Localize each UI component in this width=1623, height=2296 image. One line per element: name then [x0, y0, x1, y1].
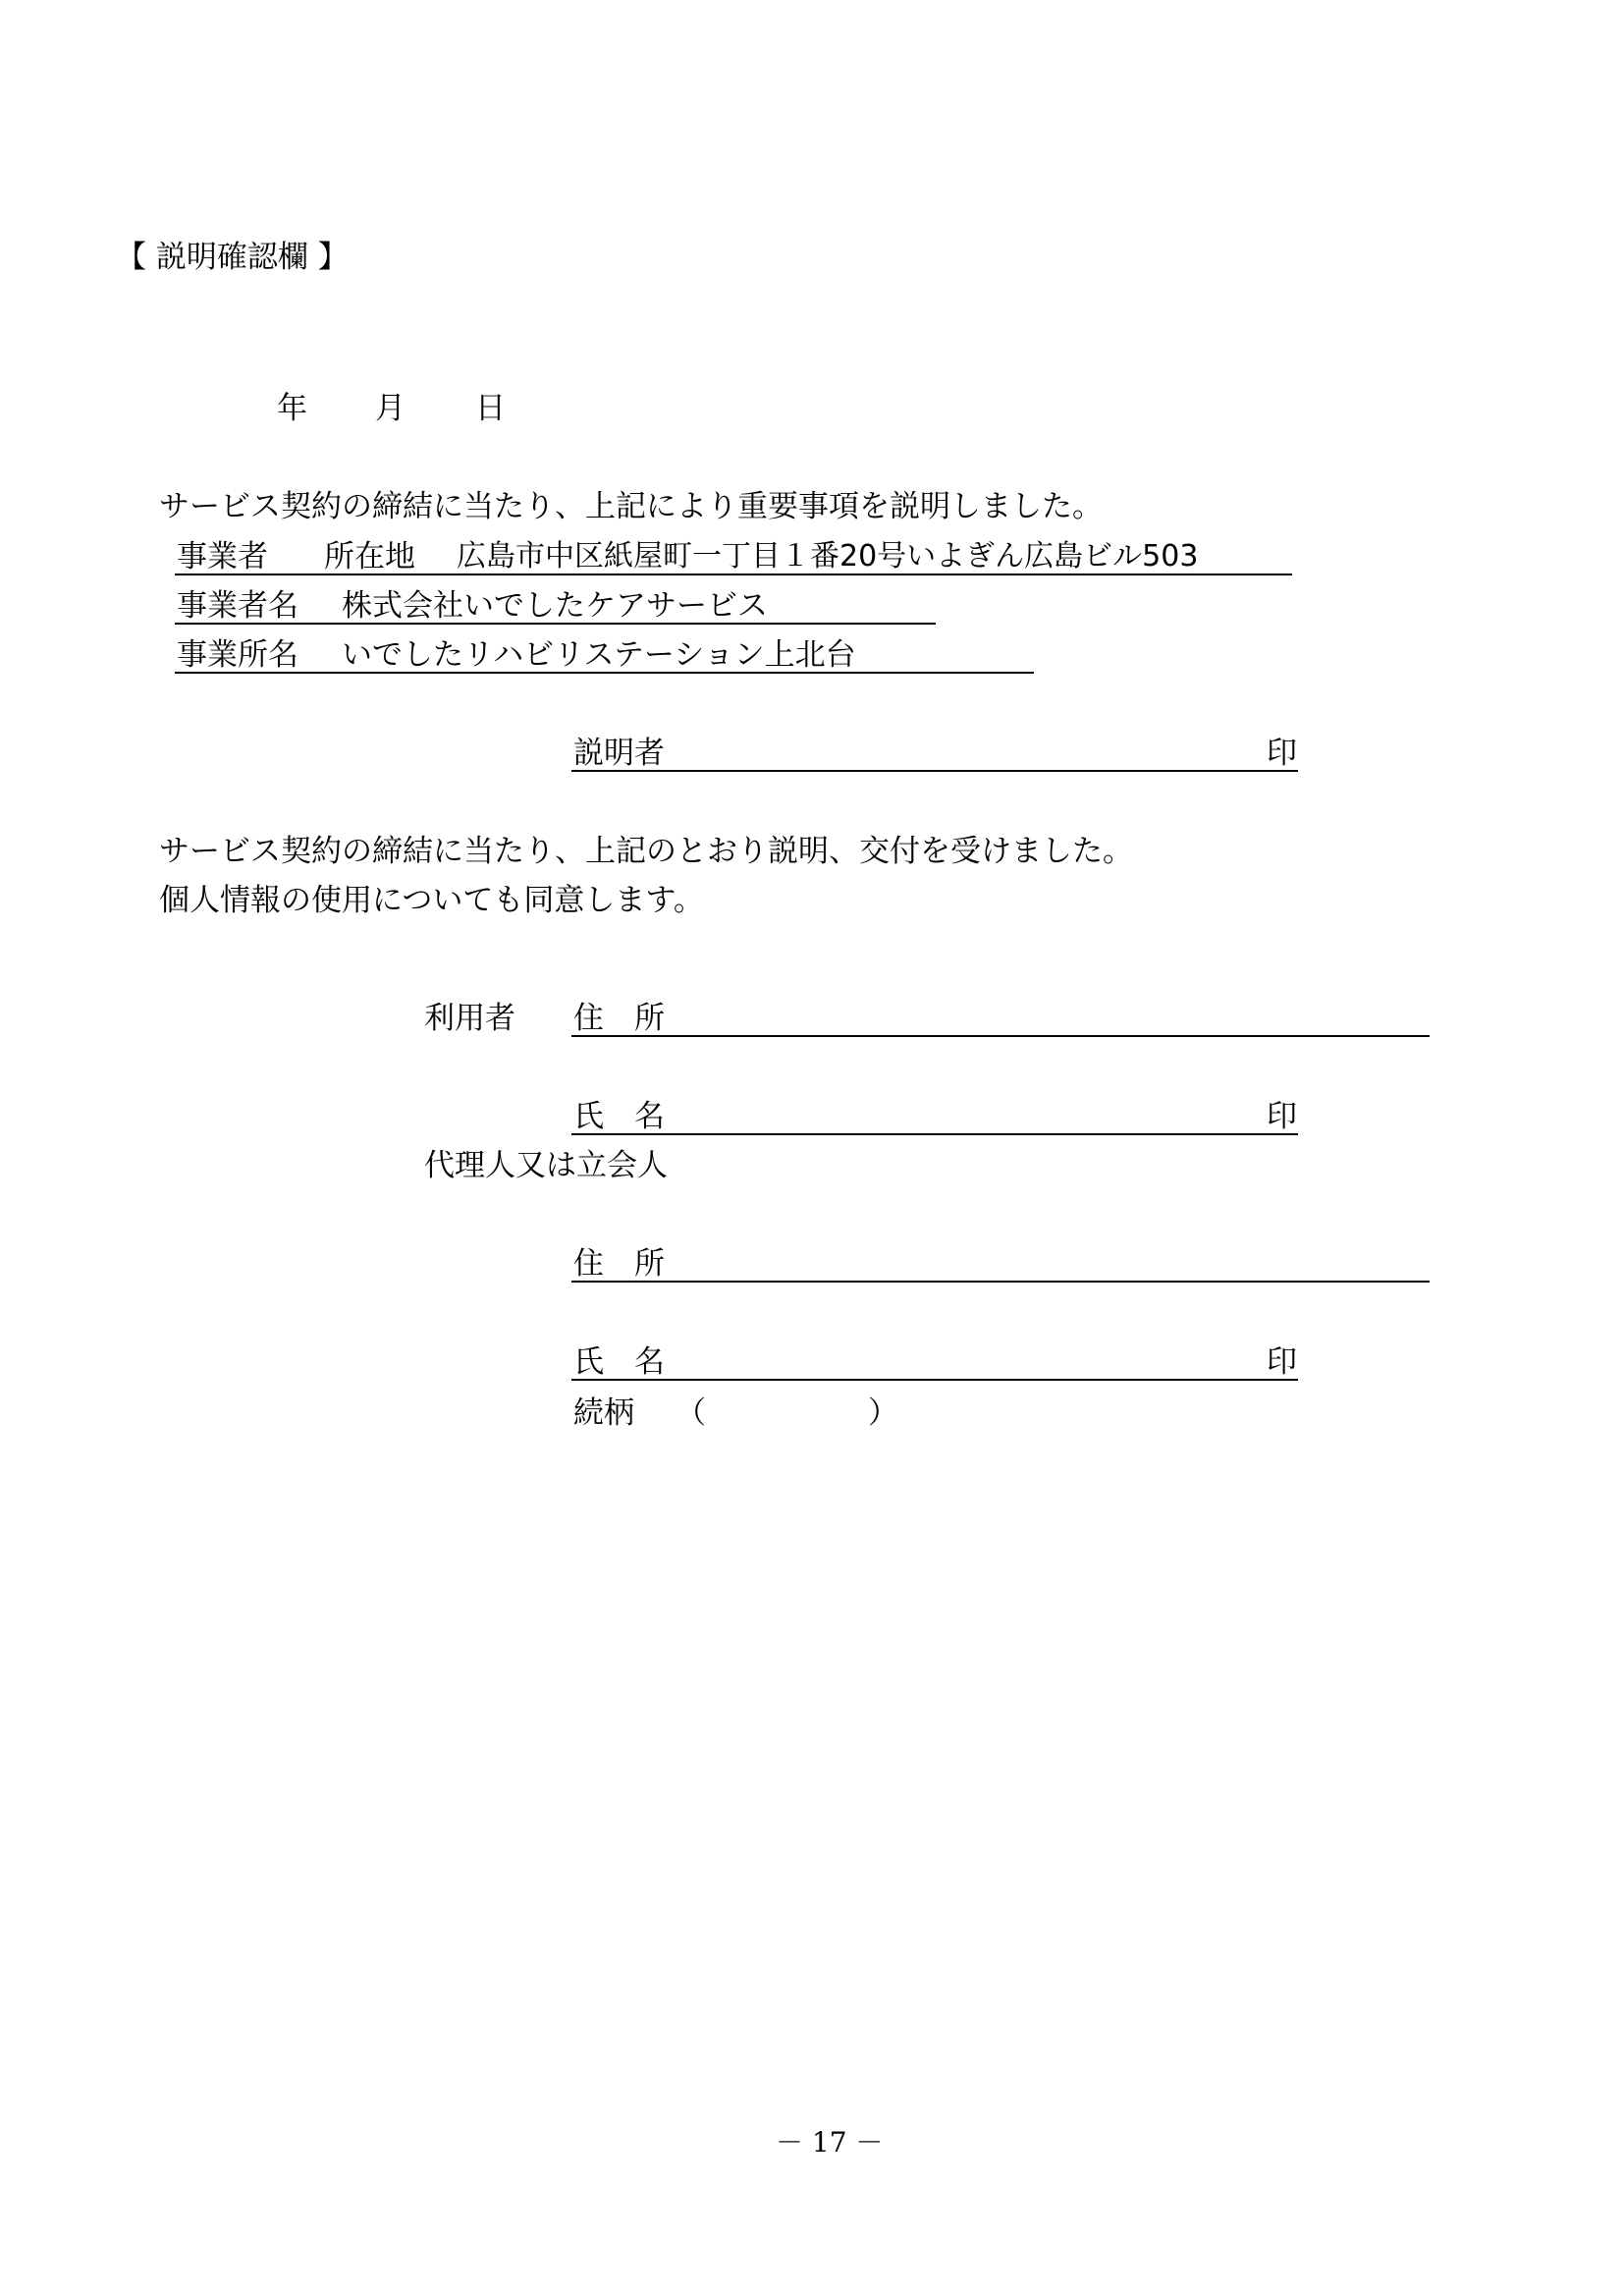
provider-location-label: 事業者 — [177, 539, 268, 574]
agent-name-label: 氏 名 — [573, 1344, 665, 1380]
provider-location-sub-label: 所在地 — [324, 539, 415, 574]
provider-office-value: いでしたリハビリステーション上北台 — [342, 637, 856, 673]
user-address-label: 住 所 — [573, 1001, 665, 1036]
date-day-label: 日 — [475, 391, 506, 426]
user-address-line[interactable] — [571, 1035, 1430, 1037]
agent-relationship-open-paren: （ — [676, 1395, 706, 1431]
explainer-signature-line[interactable] — [571, 770, 1298, 772]
section-heading: 【 説明確認欄 】 — [116, 240, 349, 275]
user-name-line[interactable] — [571, 1133, 1298, 1135]
provider-office-label: 事業所名 — [177, 637, 298, 673]
provider-office-underline — [175, 672, 1034, 674]
agent-address-label: 住 所 — [573, 1246, 665, 1282]
agent-relationship-label: 続柄 — [573, 1395, 634, 1431]
user-name-label: 氏 名 — [573, 1099, 665, 1134]
user-seal: 印 — [1267, 1099, 1297, 1134]
provider-location-underline — [175, 574, 1292, 575]
provider-statement: サービス契約の締結に当たり、上記により重要事項を説明しました。 — [159, 489, 1103, 524]
explainer-label: 説明者 — [573, 736, 665, 771]
provider-name-value: 株式会社いでしたケアサービス — [342, 588, 768, 624]
user-statement-line-1: サービス契約の締結に当たり、上記のとおり説明、交付を受けました。 — [159, 834, 1133, 869]
user-statement-line-2: 個人情報の使用についても同意します。 — [159, 883, 704, 918]
provider-name-label: 事業者名 — [177, 588, 298, 624]
user-label: 利用者 — [424, 1001, 515, 1036]
agent-label: 代理人又は立会人 — [424, 1148, 668, 1183]
provider-location-value: 広島市中区紙屋町一丁目１番20号いよぎん広島ビル503 — [457, 539, 1199, 574]
agent-seal: 印 — [1267, 1344, 1297, 1380]
explainer-seal: 印 — [1267, 736, 1297, 771]
agent-relationship-close-paren: ） — [868, 1395, 898, 1431]
date-year-label: 年 — [277, 391, 307, 426]
date-month-label: 月 — [375, 391, 406, 426]
provider-name-underline — [175, 623, 936, 625]
agent-name-line[interactable] — [571, 1379, 1298, 1381]
agent-address-line[interactable] — [571, 1281, 1430, 1283]
page-number: － 17 － — [776, 2126, 884, 2159]
